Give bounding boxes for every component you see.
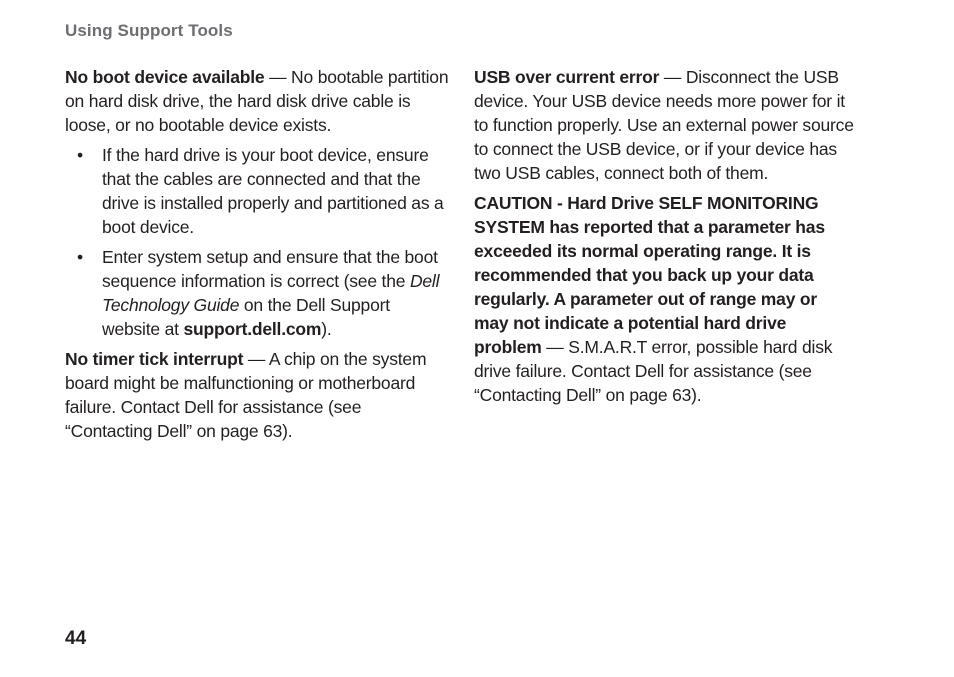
bullet-icon: • [77,247,83,267]
no-boot-device-paragraph [65,65,450,137]
bullet-text-post: ). [321,319,332,339]
support-url: support.dell.com [183,319,322,339]
caution-paragraph [474,191,856,407]
timer-tick-text: — A chip on the system board might be malfunctioning or motherboard failure. Contact Dell for assistance (see “Contacting Dell” on page 63). [65,349,427,441]
left-column [65,65,450,449]
bullet-item-boot-drive [77,143,450,239]
page-number: 44 [65,628,87,649]
no-boot-device-text: — No bootable partition on hard disk drive, the hard disk drive cable is loose, or no bootable device exists. [65,67,449,135]
bullet-text-pre: Enter system setup and ensure that the boot sequence information is correct (see the [102,247,438,291]
running-header: Using Support Tools [65,21,233,40]
bullet-text-mid: on the Dell Support website at [102,295,390,339]
timer-tick-paragraph [65,347,450,443]
caution-text: — S.M.A.R.T error, possible hard disk drive failure. Contact Dell for assistance (see “Contacting Dell” on page 63). [474,337,833,405]
bullet-text: If the hard drive is your boot device, ensure that the cables are connected and that the drive is installed properly and partitioned as a boot device. [102,145,444,237]
usb-error-text: — Disconnect the USB device. Your USB device needs more power for it to function properly. Use an external power source to connect the USB device, or if your device has two USB cables, connect both of them. [474,67,854,183]
caution-bold-text: CAUTION - Hard Drive SELF MONITORING SYSTEM has reported that a parameter has exceeded its normal operating range. It is recommended that you back up your data regularly. A parameter out of range may or may not indicate a potential hard drive problem [474,193,825,357]
bullet-icon: • [77,145,83,165]
right-column [474,65,856,413]
no-boot-device-term: No boot device available [65,67,265,87]
timer-tick-term: No timer tick interrupt [65,349,244,369]
guide-title: Dell Technology Guide [102,271,440,315]
usb-error-term: USB over current error [474,67,660,87]
bullet-item-system-setup [77,245,450,341]
usb-error-paragraph [474,65,856,185]
